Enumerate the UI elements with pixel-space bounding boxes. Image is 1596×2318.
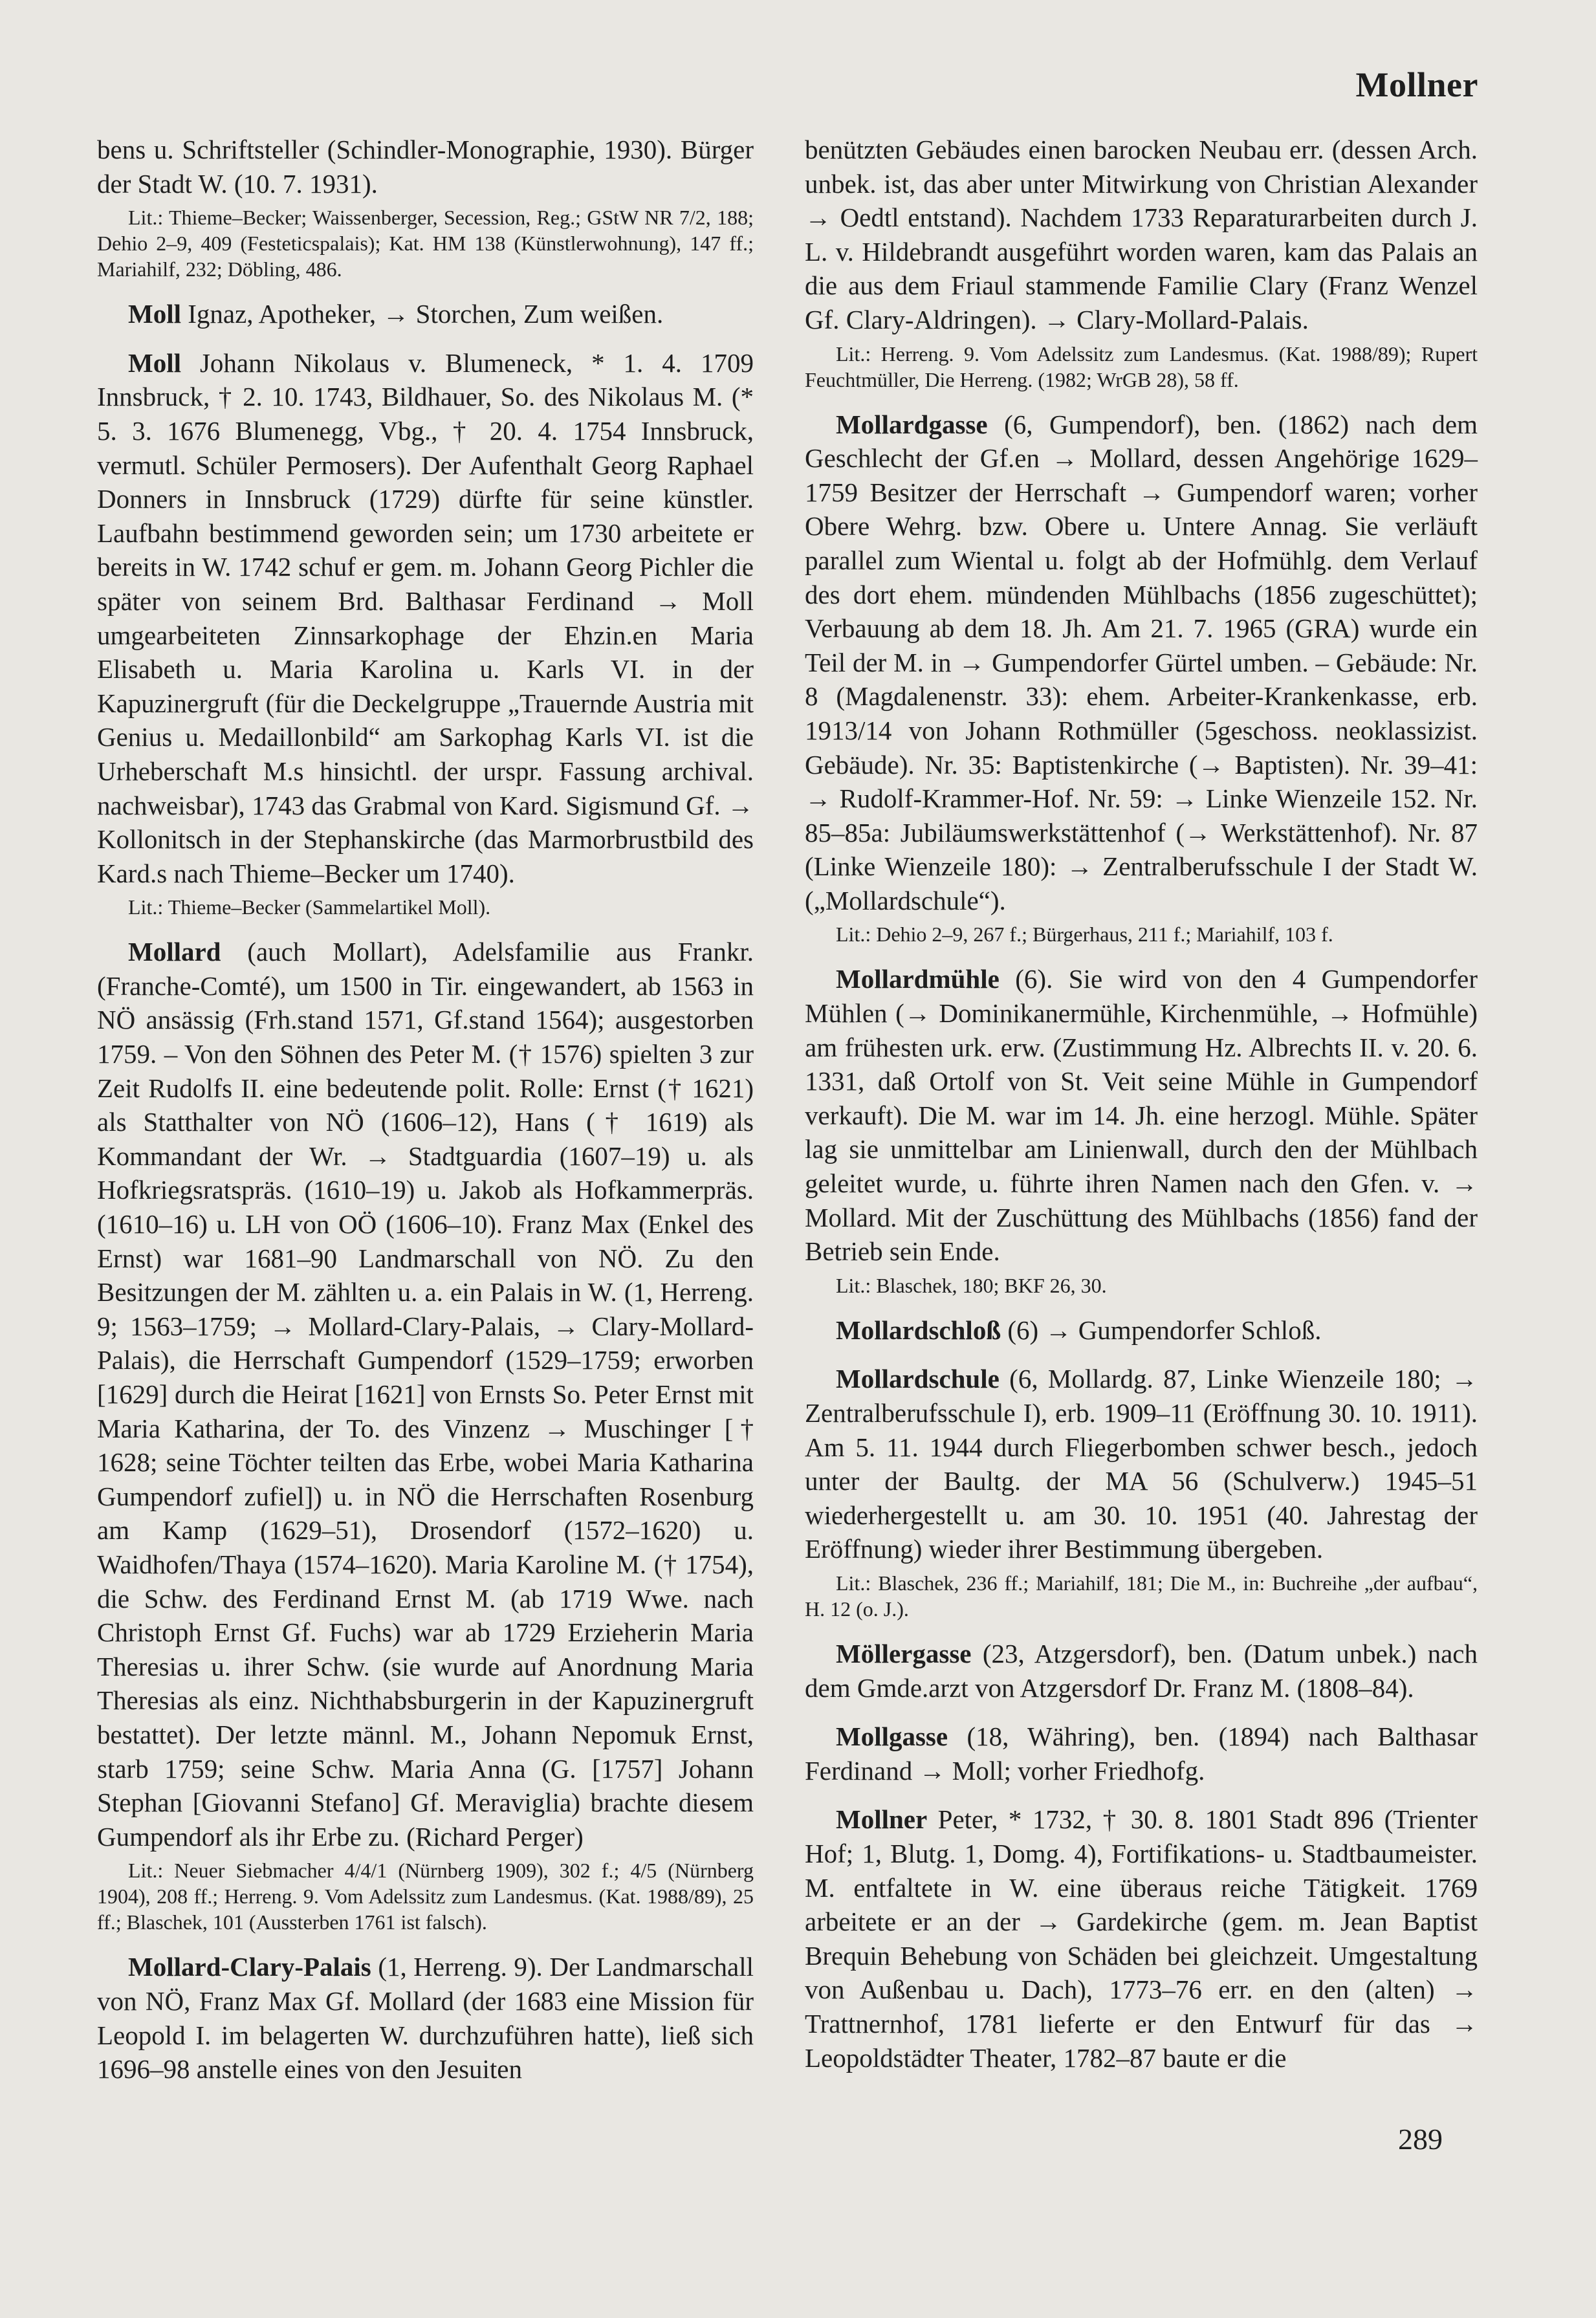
entry-text — [97, 297, 754, 331]
entry-headword: Möllergasse — [836, 1638, 972, 1668]
entry-text — [97, 935, 754, 1853]
entry-body: (auch Mollart), Adelsfamilie aus Frankr. (Franche-Comté), um 1500 in Tir. eingewandert, ab 1563 in NÖ ansässig (Frh.stand 1571, Gf.stand 1564); ausgestorben 1759. – Von den Söhnen des Peter M. († 1576) spielten 3 zur Zeit Rudolfs II. eine bedeutende polit. Rolle: Ernst († 1621) als Statthalter von NÖ (1606–12), Hans († 1619) als Kommandant der Wr. → Stadtguardia (1607–19) u. als Hofkriegsratspräs. (1610–19) u. Jakob als Hofkammerpräs. (1610–16) u. LH von OÖ (1606–10). Franz Max (Enkel des Ernst) war 1681–90 Landmarschall von NÖ. Zu den Besitzungen der M. zählten u. a. ein Palais in W. (1, Herreng. 9; 1563–1759; → Mollard-Clary-Palais, → Clary-Mollard-Palais), die Herrschaft Gumpendorf (1529–1759; erworben [1629] durch die Heirat [1621] von Ernsts So. Peter Ernst mit Maria Katharina, der To. des Vinzenz → Muschinger [† 1628; seine Töchter teilten das Erbe, wobei Maria Katharina Gumpendorf zufiel]) u. in NÖ die Herrschaften Rosenburg am Kamp (1629–51), Drosendorf (1572–1620) u. Waidhofen/Thaya (1574–1620). Maria Karoline M. († 1754), die Schw. des Ferdinand Ernst M. (ab 1719 Wwe. nach Christoph Ernst Gf. Fuchs) war ab 1729 Erzieherin Maria Theresias u. ihrer Schw. (sie wurde auf Anordnung Maria Theresias als einz. Nichthabsburgerin in der Kapuzinergruft bestattet). Der letzte männl. M., Johann Nepomuk Ernst, starb 1759; seine Schw. Maria Anna (G. [1757] Johann Stephan [Giovanni Stefano] Gf. Meraviglia) brachte diesem Gumpendorf als ihr Erbe zu. (Richard Perger) — [97, 937, 754, 1852]
literature-reference: Lit.: Dehio 2–9, 267 f.; Bürgerhaus, 211 f.; Mariahilf, 103 f. — [836, 923, 1333, 946]
dictionary-entry — [805, 1313, 1478, 1348]
entry-text — [805, 1720, 1478, 1788]
entry-body: (6, Gumpendorf), ben. (1862) nach dem Geschlecht der Gf.en → Mollard, dessen Angehörige 1629–1759 Besitzer der Herrschaft → Gumpendorf waren; vorher Obere Wehrg. bzw. Obere u. Untere Annag. Sie verläuft parallel zum Wiental u. folgt ab der Hofmühlg. dem Verlauf des dort ehem. mündenden Mühlbachs (1856 zugeschüttet); Verbauung ab dem 18. Jh. Am 21. 7. 1965 (GRA) wurde ein Teil der M. in → Gumpendorfer Gürtel umben. – Gebäude: Nr. 8 (Magdalenenstr. 33): ehem. Arbeiter-Krankenkasse, erb. 1913/14 von Johann Rothmüller (5geschoss. neoklassizist. Gebäude). Nr. 35: Baptistenkirche (→ Baptisten). Nr. 39–41: → Rudolf-Krammer-Hof. Nr. 59: → Linke Wienzeile 152. Nr. 85–85a: Jubiläumswerkstättenhof (→ Werkstättenhof). Nr. 87 (Linke Wienzeile 180): → Zentralberufsschule I der Stadt W. („Mollardschule“). — [805, 409, 1478, 915]
entry-text — [805, 962, 1478, 1268]
entry-text — [805, 1802, 1478, 2075]
dictionary-entry — [805, 1362, 1478, 1622]
dictionary-entry — [805, 1802, 1478, 2075]
literature-reference: Lit.: Blaschek, 180; BKF 26, 30. — [836, 1273, 1107, 1297]
entry-body: (1, Herreng. 9). Der Landmarschall von NÖ, Franz Max Gf. Mollard (der 1683 eine Mission für Leopold I. im belagerten W. durchzuführen hatte), ließ sich 1696–98 anstelle eines von den Jesuiten — [97, 1952, 754, 2084]
entry-body: (23, Atzgersdorf), ben. (Datum unbek.) nach dem Gmde.arzt von Atzgersdorf Dr. Franz M. (1808–84). — [805, 1638, 1478, 1703]
entry-body: (6, Mollardg. 87, Linke Wienzeile 180; → Zentralberufsschule I), erb. 1909–11 (Eröffnung 30. 10. 1911). Am 5. 11. 1944 durch Fliegerbomben schwer besch., jedoch unter der Baultg. der MA 56 (Schulverw.) 1945–51 wiederhergestellt u. am 30. 10. 1951 (40. Jahrestag der Eröffnung) wieder ihrer Bestimmung übergeben. — [805, 1364, 1478, 1564]
entry-text — [97, 346, 754, 891]
entry-headword: Mollner — [836, 1804, 928, 1835]
entry-headword: Moll — [128, 347, 181, 378]
dictionary-entry — [805, 962, 1478, 1298]
entry-text — [805, 133, 1478, 337]
entry-text — [805, 408, 1478, 918]
entry-body: benützten Gebäudes einen barocken Neubau err. (dessen Arch. unbek. ist, das aber unter Mitwirkung von Christian Alexander → Oedtl entstand). Nachdem 1733 Reparaturarbeiten durch J. L. v. Hildebrandt ausgeführt worden waren, kam das Palais an die aus dem Friaul stammende Familie Clary (Franz Wenzel Gf. Clary-Aldringen). → Clary-Mollard-Palais. — [805, 135, 1478, 334]
dictionary-entry — [805, 408, 1478, 948]
entry-body: (6) → Gumpendorfer Schloß. — [1001, 1315, 1322, 1345]
entry-text — [97, 1950, 754, 2086]
entry-body: (6). Sie wird von den 4 Gumpendorfer Mühlen (→ Dominikanermühle, Kirchenmühle, → Hofmühle) am frühesten urk. erw. (Zustimmung Hz. Albrechts II. v. 20. 6. 1331, daß Ortolf von St. Veit seine Mühle in Gumpendorf verkauft). Die M. war im 14. Jh. eine herzogl. Mühle. Später lag sie unmittelbar am Linienwall, durch den der Mühlbach geleitet wurde, u. führte ihren Namen nach den Gfen. v. → Mollard. Mit der Zuschüttung des Mühlbachs (1856) fand der Betrieb sein Ende. — [805, 964, 1478, 1267]
page-number: 289 — [1398, 2123, 1443, 2156]
dictionary-entry — [805, 133, 1478, 393]
entry-text — [97, 133, 754, 201]
dictionary-entry — [805, 1637, 1478, 1705]
entry-text — [805, 1313, 1478, 1348]
entry-body: bens u. Schriftsteller (Schindler-Monographie, 1930). Bürger der Stadt W. (10. 7. 1931). — [97, 135, 754, 199]
entry-headword: Mollard-Clary-Palais — [128, 1952, 371, 1982]
entry-headword: Mollardschule — [836, 1364, 1000, 1394]
dictionary-entry — [805, 1720, 1478, 1788]
literature-reference: Lit.: Neuer Siebmacher 4/4/1 (Nürnberg 1909), 302 f.; 4/5 (Nürnberg 1904), 208 ff.; Herreng. 9. Vom Adelssitz zum Landesmus. (Kat. 1988/89), 25 ff.; Blaschek, 101 (Aussterben 1761 ist falsch). — [97, 1859, 754, 1934]
entry-headword: Moll — [128, 299, 181, 329]
dictionary-entry — [97, 133, 754, 282]
dictionary-entry — [97, 1950, 754, 2086]
right-column — [805, 133, 1478, 2090]
entry-body: (18, Währing), ben. (1894) nach Balthasar Ferdinand → Moll; vorher Friedhofg. — [805, 1722, 1478, 1786]
left-column — [97, 133, 754, 2101]
entry-text — [805, 1637, 1478, 1705]
entry-body: Johann Nikolaus v. Blumeneck, * 1. 4. 1709 Innsbruck, † 2. 10. 1743, Bildhauer, So. des Nikolaus M. (* 5. 3. 1676 Blumenegg, Vbg., † 20. 4. 1754 Innsbruck, vermutl. Schüler Permosers). Der Aufenthalt Georg Raphael Donners in Innsbruck (1729) dürfte für seine künstler. Laufbahn bestimmend geworden sein; um 1730 arbeitete er bereits in W. 1742 schuf er gem. m. Johann Georg Pichler die später von seinem Brd. Balthasar Ferdinand → Moll umgearbeiteten Zinnsarkophage der Ehzin.en Maria Elisabeth u. Maria Karolina u. Karls VI. in der Kapuzinergruft (für die Deckelgruppe „Trauernde Austria mit Genius u. Medaillonbild“ am Sarkophag Karls VI. ist die Urheberschaft M.s hinsichtl. der urspr. Fassung archival. nachweisbar), 1743 das Grabmal von Kard. Sigismund Gf. → Kollonitsch in der Stephanskirche (das Marmorbrustbild des Kard.s nach Thieme–Becker um 1740). — [97, 347, 754, 888]
running-title: Mollner — [1355, 65, 1478, 104]
literature-reference: Lit.: Thieme–Becker (Sammelartikel Moll). — [128, 895, 491, 919]
literature-reference: Lit.: Blaschek, 236 ff.; Mariahilf, 181; Die M., in: Buchreihe „der aufbau“, H. 12 (o. J.). — [805, 1571, 1478, 1621]
entry-text — [805, 1362, 1478, 1566]
dictionary-entry — [97, 297, 754, 331]
entry-body: Ignaz, Apotheker, → Storchen, Zum weißen. — [180, 299, 664, 329]
entry-headword: Mollardschloß — [836, 1315, 1001, 1345]
literature-reference: Lit.: Herreng. 9. Vom Adelssitz zum Landesmus. (Kat. 1988/89); Rupert Feuchtmüller, Die Herreng. (1982; WrGB 28), 58 ff. — [805, 342, 1478, 391]
entry-headword: Mollard — [128, 937, 221, 967]
entry-headword: Mollardmühle — [836, 964, 1000, 994]
entry-headword: Mollardgasse — [836, 409, 988, 439]
entry-headword: Mollgasse — [836, 1722, 948, 1752]
dictionary-entry — [97, 935, 754, 1935]
literature-reference: Lit.: Thieme–Becker; Waissenberger, Secession, Reg.; GStW NR 7/2, 188; Dehio 2–9, 409 (Festeticspalais); Kat. HM 138 (Künstlerwohnung), 147 ff.; Mariahilf, 232; Döbling, 486. — [97, 206, 754, 281]
dictionary-entry — [97, 346, 754, 921]
entry-body: Peter, * 1732, † 30. 8. 1801 Stadt 896 (Trienter Hof; 1, Blutg. 1, Domg. 4), Fortifikations- u. Stadtbaumeister. M. entfaltete in W. eine überaus reiche Tätigkeit. 1769 arbeitete er an der → Gardekirche (gem. m. Jean Baptist Brequin Behebung von Schäden bei gleichzeit. Umgestaltung von Außenbau u. Dach), 1773–76 err. en den (alten) → Trattnernhof, 1781 lieferte er den Entwurf für das → Leopoldstädter Theater, 1782–87 baute er die — [805, 1804, 1478, 2073]
